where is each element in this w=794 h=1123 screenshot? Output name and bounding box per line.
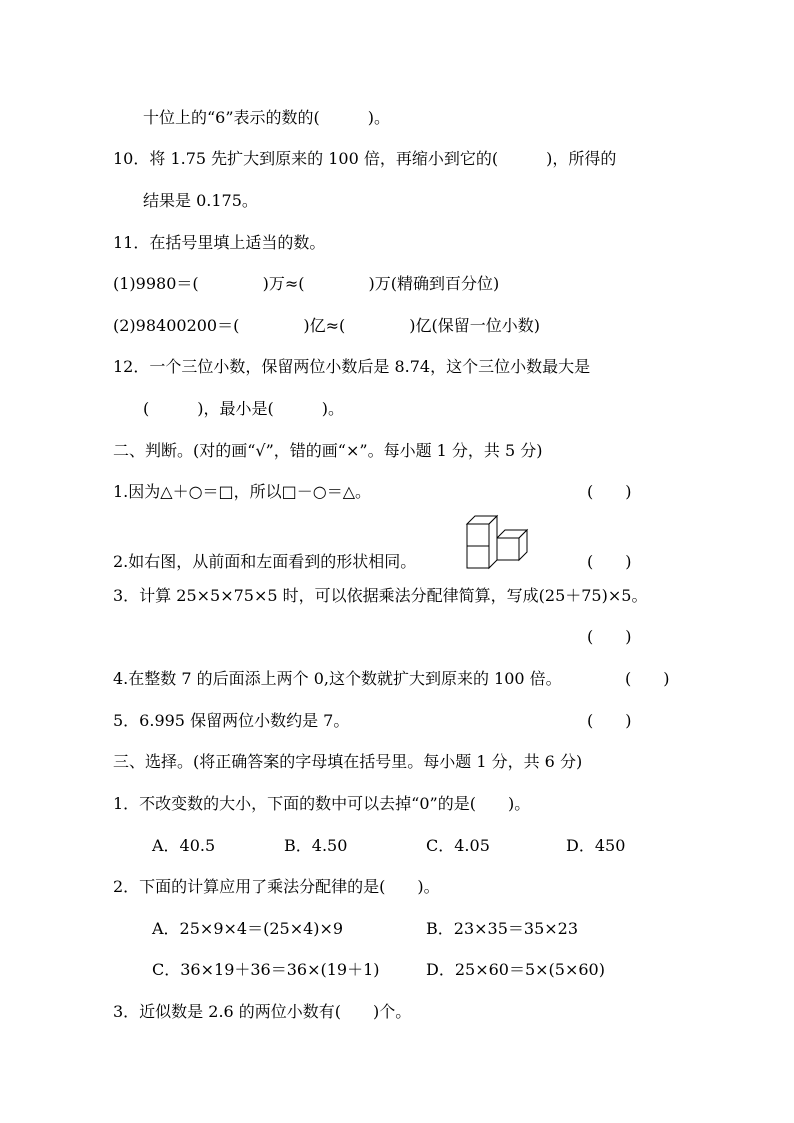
choice-1: 1．不改变数的大小，下面的数中可以去掉“0”的是( )。 bbox=[113, 794, 531, 813]
option-a: A．40.5 bbox=[152, 836, 216, 855]
judge-3: 3．计算 25×5×75×5 时，可以依据乘法分配律简算，写成(25＋75)×5。 bbox=[113, 586, 648, 605]
question-10: 10．将 1.75 先扩大到原来的 100 倍，再缩小到它的( )，所得的 bbox=[113, 149, 617, 168]
option-d: D．450 bbox=[566, 836, 626, 855]
section-heading: 二、判断。(对的画“√”，错的画“×”。每小题 1 分，共 5 分) bbox=[113, 441, 543, 460]
answer-paren: ( ) bbox=[587, 482, 632, 501]
text-line: 结果是 0.175。 bbox=[143, 191, 258, 210]
question-12: 12．一个三位小数，保留两位小数后是 8.74，这个三位小数最大是 bbox=[113, 357, 591, 376]
option-c: C．4.05 bbox=[426, 836, 490, 855]
cube-figure bbox=[465, 514, 529, 570]
judge-5: 5．6.995 保留两位小数约是 7。 bbox=[113, 711, 350, 730]
section-heading: 三、选择。(将正确答案的字母填在括号里。每小题 1 分，共 6 分) bbox=[113, 752, 583, 771]
choice-3: 3．近似数是 2.6 的两位小数有( )个。 bbox=[113, 1002, 412, 1021]
option-b: B．4.50 bbox=[284, 836, 348, 855]
answer-paren: ( ) bbox=[587, 711, 632, 730]
answer-paren: ( ) bbox=[587, 552, 632, 571]
question-11: 11．在括号里填上适当的数。 bbox=[113, 233, 326, 252]
option-d: D．25×60＝5×(5×60) bbox=[426, 960, 605, 979]
judge-1: 1.因为△＋○＝□，所以□－○＝△。 bbox=[113, 482, 372, 501]
question-11-2: (2)98400200＝( )亿≈( )亿(保留一位小数) bbox=[113, 316, 540, 335]
option-a: A．25×9×4＝(25×4)×9 bbox=[152, 919, 344, 938]
answer-paren: ( ) bbox=[587, 627, 632, 646]
choice-2: 2．下面的计算应用了乘法分配律的是( )。 bbox=[113, 877, 440, 896]
question-11-1: (1)9980＝( )万≈( )万(精确到百分位) bbox=[113, 274, 500, 293]
text-line: 十位上的“6”表示的数的( )。 bbox=[143, 108, 391, 127]
judge-4: 4.在整数 7 的后面添上两个 0,这个数就扩大到原来的 100 倍。 bbox=[113, 669, 562, 688]
answer-paren: ( ) bbox=[625, 669, 670, 688]
option-b: B．23×35＝35×23 bbox=[426, 919, 579, 938]
judge-2: 2.如右图，从前面和左面看到的形状相同。 bbox=[113, 552, 417, 571]
text-line: ( )，最小是( )。 bbox=[143, 399, 344, 418]
option-c: C．36×19＋36＝36×(19＋1) bbox=[152, 960, 380, 979]
